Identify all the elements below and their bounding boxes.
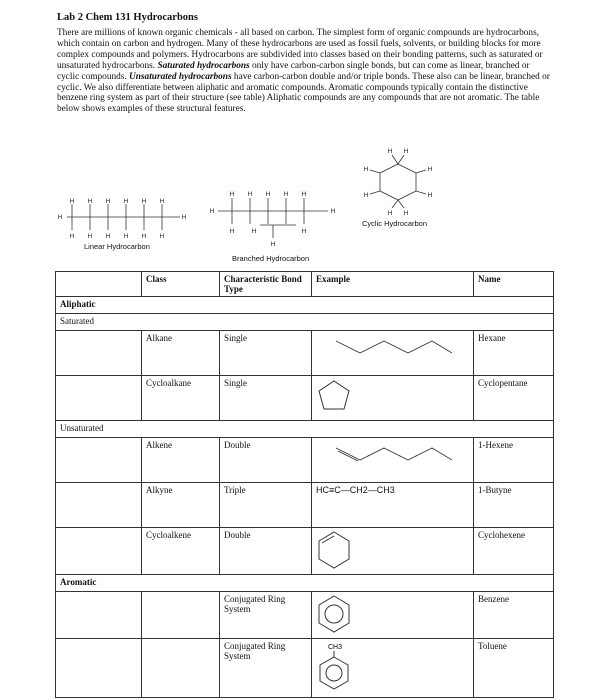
header-bond-type: Characteristic Bond Type [220, 272, 312, 297]
svg-text:H: H [363, 192, 369, 199]
page-title: Lab 2 Chem 131 Hydrocarbons [57, 12, 198, 23]
header-example: Example [312, 272, 474, 297]
section-unsaturated: Unsaturated [56, 421, 554, 438]
table-row-alkene: Alkene Double 1-Hexene [56, 438, 554, 483]
hexane-structure [312, 331, 474, 376]
table-row-cycloalkene: Cycloalkene Double Cyclohexene [56, 528, 554, 575]
svg-text:H: H [387, 148, 393, 155]
table-row-toluene: Conjugated Ring System CH3 Toluene [56, 639, 554, 698]
linear-hydrocarbon-structure [58, 198, 187, 240]
section-aliphatic: Aliphatic [56, 297, 554, 314]
svg-text:H: H [87, 198, 93, 205]
butyne-formula: HC≡C—CH2—CH3 [312, 483, 474, 528]
svg-text:H: H [403, 210, 409, 217]
svg-text:H: H [247, 191, 253, 198]
svg-text:H: H [105, 198, 111, 205]
branched-hydrocarbon-label: Branched Hydrocarbon [232, 254, 310, 263]
svg-text:H: H [330, 208, 336, 215]
cyclic-hydrocarbon-structure [364, 148, 433, 217]
svg-text:H: H [387, 210, 393, 217]
term-unsaturated: Unsaturated hydrocarbons [129, 71, 232, 82]
svg-text:H: H [181, 214, 187, 221]
svg-text:H: H [403, 148, 409, 155]
table-header-row [56, 272, 554, 297]
table-row-cycloalkane: Cycloalkane Single Cyclopentane [56, 376, 554, 421]
svg-text:H: H [363, 166, 369, 173]
term-saturated: Saturated hydrocarbons [157, 60, 250, 71]
section-aromatic: Aromatic [56, 575, 554, 592]
svg-text:H: H [301, 228, 307, 235]
structure-figures [0, 0, 606, 270]
table-row-alkane: Alkane Single Hexane [56, 331, 554, 376]
svg-text:H: H [123, 198, 129, 205]
table-row-alkyne: Alkyne Triple HC≡C—CH2—CH3 1-Butyne [56, 483, 554, 528]
toluene-ch3: CH3 [328, 644, 343, 651]
svg-text:H: H [427, 166, 433, 173]
svg-text:H: H [251, 228, 257, 235]
svg-text:H: H [159, 198, 165, 205]
svg-text:H: H [265, 191, 271, 198]
svg-text:H: H [229, 191, 235, 198]
svg-text:H: H [141, 233, 147, 240]
svg-text:H: H [123, 233, 129, 240]
svg-text:H: H [105, 233, 111, 240]
header-name: Name [474, 272, 554, 297]
header-class: Class [142, 272, 220, 297]
linear-hydrocarbon-label: Linear Hydrocarbon [84, 242, 150, 251]
svg-text:H: H [87, 233, 93, 240]
svg-text:H: H [57, 214, 63, 221]
hydrocarbon-table [55, 271, 554, 698]
table-row-benzene: Conjugated Ring System Benzene [56, 592, 554, 639]
svg-text:H: H [159, 233, 165, 240]
svg-text:H: H [229, 228, 235, 235]
section-saturated: Saturated [56, 314, 554, 331]
svg-text:H: H [69, 233, 75, 240]
cyclopentane-structure [312, 376, 474, 421]
intro-paragraph: There are millions of known organic chemicals - all based on carbon. The simplest form of organic compounds are hydrocarbons, which contain on carbon and hydrogen. Many of these hydrocarbons are used as fossil fuels, solvents, or building blocks for more complex compounds and polymers. Hydrocarbons are subdivided into classes based on their bonding patterns, such as saturated or unsaturated hydrocarbons. Saturated hydrocarbons only have carbon-carbon single bonds, but can come as linear, branched or cyclic compounds. Unsaturated hydrocarbons have carbon-carbon double and/or triple bonds. These also can be linear, branched or cyclic. We also differentiate between aliphatic and aromatic compounds. Aromatic compounds typically contain the distinctive benzene ring system as part of their structure (see table) Aliphatic compounds are any compounds that are not aromatic. The table below shows examples of these structural features. [57, 28, 550, 115]
svg-text:H: H [209, 208, 215, 215]
cyclic-hydrocarbon-label: Cyclic Hydrocarbon [362, 219, 428, 228]
toluene-structure [312, 639, 474, 698]
benzene-structure [312, 592, 474, 639]
svg-text:H: H [427, 192, 433, 199]
svg-text:H: H [283, 191, 289, 198]
svg-text:H: H [141, 198, 147, 205]
svg-text:H: H [301, 191, 307, 198]
cyclohexene-structure [312, 528, 474, 575]
svg-text:H: H [69, 198, 75, 205]
svg-text:H: H [270, 241, 276, 248]
hexene-structure [312, 438, 474, 483]
branched-hydrocarbon-structure [210, 191, 336, 248]
